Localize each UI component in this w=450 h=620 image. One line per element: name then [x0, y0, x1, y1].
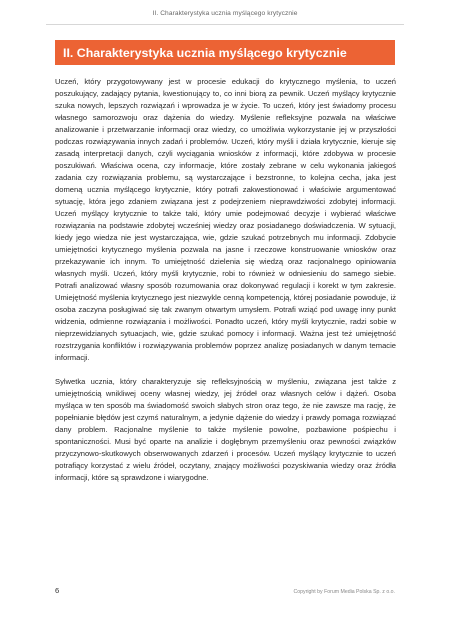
- copyright-notice: Copyright by Forum Media Polska Sp. z o.o.: [293, 589, 395, 595]
- page-number: 6: [55, 586, 60, 595]
- paragraph: Sylwetka ucznia, który charakteryzuje się refleksyjnością w myśleniu, związana jest także z umiejętnością wnikliwej oceny własnej wiedzy, jej źródeł oraz własnych celów i dążeń. Osoba myśląca w ten sposób ma świadomość swoich słabych stron oraz tego, że nie zawsze ma rację, że popełnianie błędów jest czymś naturalnym, a jedynie dążenie do wiedzy i prawdy pomaga rozwiązać dany problem. Racjonalne myślenie to także myślenie powolne, pozbawione pośpiechu i spontaniczności. Musi być oparte na analizie i dogłębnym przemyśleniu oraz pewności związków przyczynowo-skutkowych obserwowanych zdarzeń i procesów. Uczeń myślący krytycznie to uczeń potrafiący korzystać z wielu źródeł, oczytany, znający możliwości pozyskiwania wiedzy oraz źródła informacji, które są sprawdzone i wiarygodne.: [55, 377, 396, 482]
- running-header: II. Charakterystyka ucznia myślącego krytycznie: [152, 10, 298, 17]
- body-text: [55, 76, 396, 496]
- header-divider: [46, 24, 404, 25]
- paragraph: Uczeń, który przygotowywany jest w procesie edukacji do krytycznego myślenia, to uczeń poszukujący, zadający pytania, kwestionujący to, co inni biorą za pewnik. Uczeń myślący krytycznie szuka nowych, lepszych rozwiązań i wprowadza je w życie. To uczeń, który jest świadomy procesu własnego samorozwoju oraz dążenia do wiedzy. Myślenie refleksyjne pozwala na właściwe analizowanie i przetwarzanie informacji oraz wiedzy, co umożliwia wykorzystanie jej w przyszłości podczas rozwiązywania innych zadań i problemów. Uczeń, który myśli i działa krytycznie, kieruje się zasadą interpretacji danych, czyli wyciągania wniosków z informacji, które zdobywa w procesie poszukiwań. Właściwa ocena, czy informacje, które zostały zebrane w celu wykonania jakiegoś zadania czy rozwiązania problemu, są wystarczające i bezstronne, to kolejna cecha, jaka jest domeną ucznia myślącego krytycznie, który potrafi zakwestionować i właściwie argumentować sytuację, która jego zdaniem związana jest z podejrzeniem nieprawdziwości zdobytej informacji. Uczeń myślący krytycznie to także taki, który umie podejmować decyzje i wybierać właściwe rozwiązania na podstawie zdobytej wcześniej wiedzy oraz posiadanego doświadczenia. W sytuacji, kiedy jego wiedza nie jest wystarczająca, wie, gdzie szukać potrzebnych mu informacji. Zdobycie umiejętności krytycznego myślenia pozwala na jasne i rzeczowe konstruowanie wniosków oraz przekazywanie ich innym. To umiejętność dzielenia się wiedzą oraz racjonalnego opiniowania własnych myśli. Uczeń, który myśli krytycznie, robi to również w odniesieniu do samego siebie. Potrafi analizować własny sposób rozumowania oraz dokonywać regulacji i korekt w tym zakresie. Umiejętność myślenia krytycznego jest niezwykle cenną kompetencją, której posiadanie powoduje, iż osoba zaczyna posługiwać się tak zwanym otwartym umysłem. Potrafi wziąć pod uwagę inny punkt widzenia, odmienne rozwiązania i możliwości. Ponadto uczeń, który myśli krytycznie, radzi sobie w nieprzewidzianych sytuacjach, wie, gdzie szukać pomocy i informacji. Ważna jest też umiejętność rozstrzygania konfliktów i rozwiązywania problemów poprzez analizę posiadanych w danym temacie informacji.: [55, 77, 396, 362]
- section-title: II. Charakterystyka ucznia myślącego krytycznie: [63, 45, 347, 60]
- section-title-bar: [55, 40, 395, 65]
